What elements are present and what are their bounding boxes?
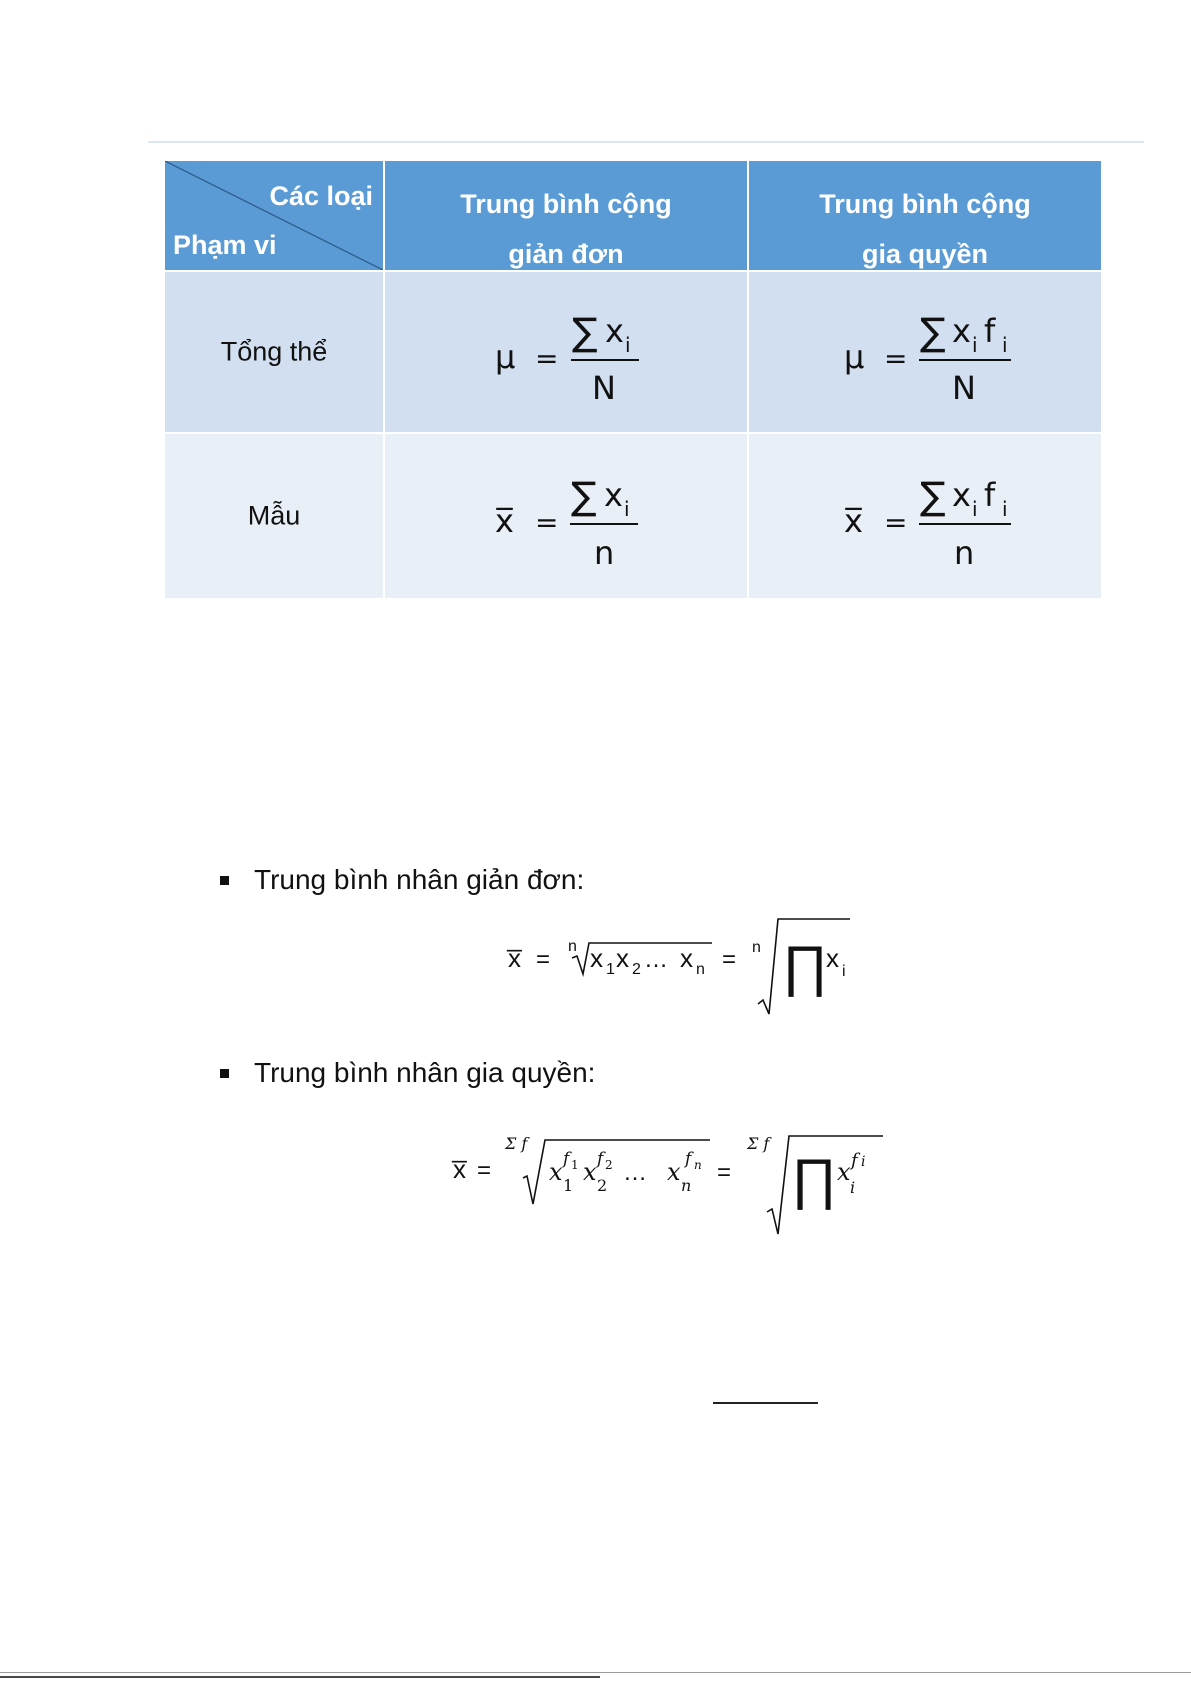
header-weighted-line2: gia quyền: [861, 239, 989, 269]
formula-equals: =: [535, 506, 559, 539]
radicand-fn-sub: n: [694, 1158, 702, 1172]
numerator-x: x: [952, 476, 971, 514]
sample-simple-mean-formula: [385, 434, 747, 598]
product-term: x: [837, 1158, 851, 1186]
radicand-x1: x: [549, 1158, 563, 1186]
formula-cell-sample-weighted: [749, 434, 1101, 598]
radicand-f1-sub: 1: [571, 1158, 579, 1172]
radicand-sub1: 1: [606, 961, 615, 978]
radicand-x2: x: [583, 1158, 597, 1186]
row-label-population: Tổng thể: [220, 336, 328, 367]
header-simple-line1: Trung bình cộng: [460, 189, 672, 219]
formula-equals: =: [884, 342, 908, 375]
formula-equals: =: [884, 506, 908, 539]
formula-equals-2: =: [722, 946, 737, 973]
corner-bottom-label: Phạm vi: [173, 230, 277, 260]
bullet-square-icon: [220, 876, 229, 885]
formula-lhs: μ: [495, 338, 516, 376]
radicand-sub2: 2: [632, 961, 641, 978]
header-simple-mean: [385, 161, 747, 270]
product-term-sup: f: [851, 1150, 858, 1171]
numerator-f-subscript: i: [1002, 497, 1008, 521]
radicand-x2: x: [616, 943, 629, 973]
formula-equals: =: [536, 946, 551, 973]
denominator: N: [952, 369, 976, 407]
denominator: n: [954, 534, 975, 572]
root-index-2: Σ f: [747, 1134, 770, 1153]
numerator-x: x: [952, 312, 971, 350]
sample-weighted-mean-formula: [749, 434, 1101, 598]
header-weighted-line1: Trung bình cộng: [819, 189, 1031, 219]
corner-header-cell: [165, 161, 383, 270]
numerator-f-subscript: i: [1002, 333, 1008, 357]
radicand-x1: x: [590, 943, 603, 973]
weighted-geometric-mean-formula: [445, 1118, 895, 1238]
sum-symbol: ∑: [572, 310, 598, 354]
product-symbol: ∏: [782, 934, 829, 997]
product-term-sup-sub: i: [861, 1154, 866, 1170]
bullet-weighted-geometric-mean: [220, 1057, 595, 1089]
numerator-x: x: [604, 476, 623, 514]
bullet-text: Trung bình nhân giản đơn:: [254, 864, 585, 895]
numerator-subscript: i: [624, 497, 630, 521]
row-label-cell: [165, 434, 383, 598]
radicand-x1-sub: 1: [563, 1176, 574, 1195]
formula-lhs: x̅: [844, 502, 863, 540]
root-index: Σ f: [505, 1134, 528, 1153]
formula-cell-sample-simple: [385, 434, 747, 598]
product-term-sub: i: [850, 1178, 856, 1197]
bullet-text: Trung bình nhân gia quyền:: [254, 1057, 596, 1088]
radicand-ellipsis: …: [623, 1159, 647, 1186]
radicand-fn: f: [685, 1149, 692, 1169]
table-header-row: [165, 161, 1101, 270]
numerator-x: x: [605, 312, 624, 350]
header-simple-line2: giản đơn: [508, 239, 624, 269]
population-simple-mean-formula: [385, 272, 747, 432]
radicand-xn-sub: n: [681, 1176, 692, 1195]
denominator: n: [594, 534, 615, 572]
radicand-xn: x: [667, 1158, 681, 1186]
radicand-ellipsis: …: [644, 946, 668, 973]
radicand-subn: n: [696, 961, 705, 978]
product-term-sub: i: [842, 963, 846, 980]
radicand-x2-sub: 2: [597, 1176, 608, 1195]
bullet-simple-geometric-mean: [220, 864, 584, 896]
numerator-f: f: [984, 312, 996, 350]
formula-lhs: x̅: [508, 943, 521, 973]
product-symbol: ∏: [791, 1147, 838, 1210]
denominator: N: [592, 369, 616, 407]
formula-equals: =: [477, 1157, 492, 1184]
partial-formula-bar: [713, 1402, 818, 1404]
header-weighted-mean: [749, 161, 1101, 270]
numerator-f: f: [984, 476, 996, 514]
table-row-sample: [165, 434, 1101, 598]
numerator-x-subscript: i: [972, 497, 978, 521]
product-term: x: [826, 943, 839, 973]
arithmetic-mean-table: [165, 161, 1101, 598]
bullet-square-icon: [220, 1069, 229, 1078]
sum-symbol: ∑: [920, 310, 946, 354]
root-index: n: [568, 938, 577, 955]
radicand-f1: f: [563, 1149, 570, 1169]
formula-lhs: μ: [844, 338, 865, 376]
population-weighted-mean-formula: [749, 272, 1101, 432]
radicand-f2-sub: 2: [605, 1158, 613, 1172]
top-divider: [148, 141, 1144, 143]
formula-cell-population-weighted: [749, 272, 1101, 432]
root-index-2: n: [752, 939, 761, 956]
table-row-population: [165, 272, 1101, 432]
page-footer-mark: [0, 1676, 600, 1678]
corner-top-label: Các loại: [269, 181, 373, 211]
formula-equals: =: [535, 342, 559, 375]
formula-cell-population-simple: [385, 272, 747, 432]
formula-lhs: x̅: [453, 1154, 466, 1184]
radicand-f2: f: [597, 1149, 604, 1169]
numerator-subscript: i: [625, 333, 631, 357]
page-footer-rule: [0, 1672, 1191, 1673]
radicand-xn: x: [680, 943, 693, 973]
row-label-cell: [165, 272, 383, 432]
simple-geometric-mean-formula: [500, 910, 860, 1025]
formula-lhs: x̅: [495, 502, 514, 540]
sum-symbol: ∑: [571, 474, 597, 518]
numerator-x-subscript: i: [972, 333, 978, 357]
sum-symbol: ∑: [920, 474, 946, 518]
formula-equals-2: =: [717, 1159, 732, 1186]
row-label-sample: Mẫu: [247, 500, 301, 531]
